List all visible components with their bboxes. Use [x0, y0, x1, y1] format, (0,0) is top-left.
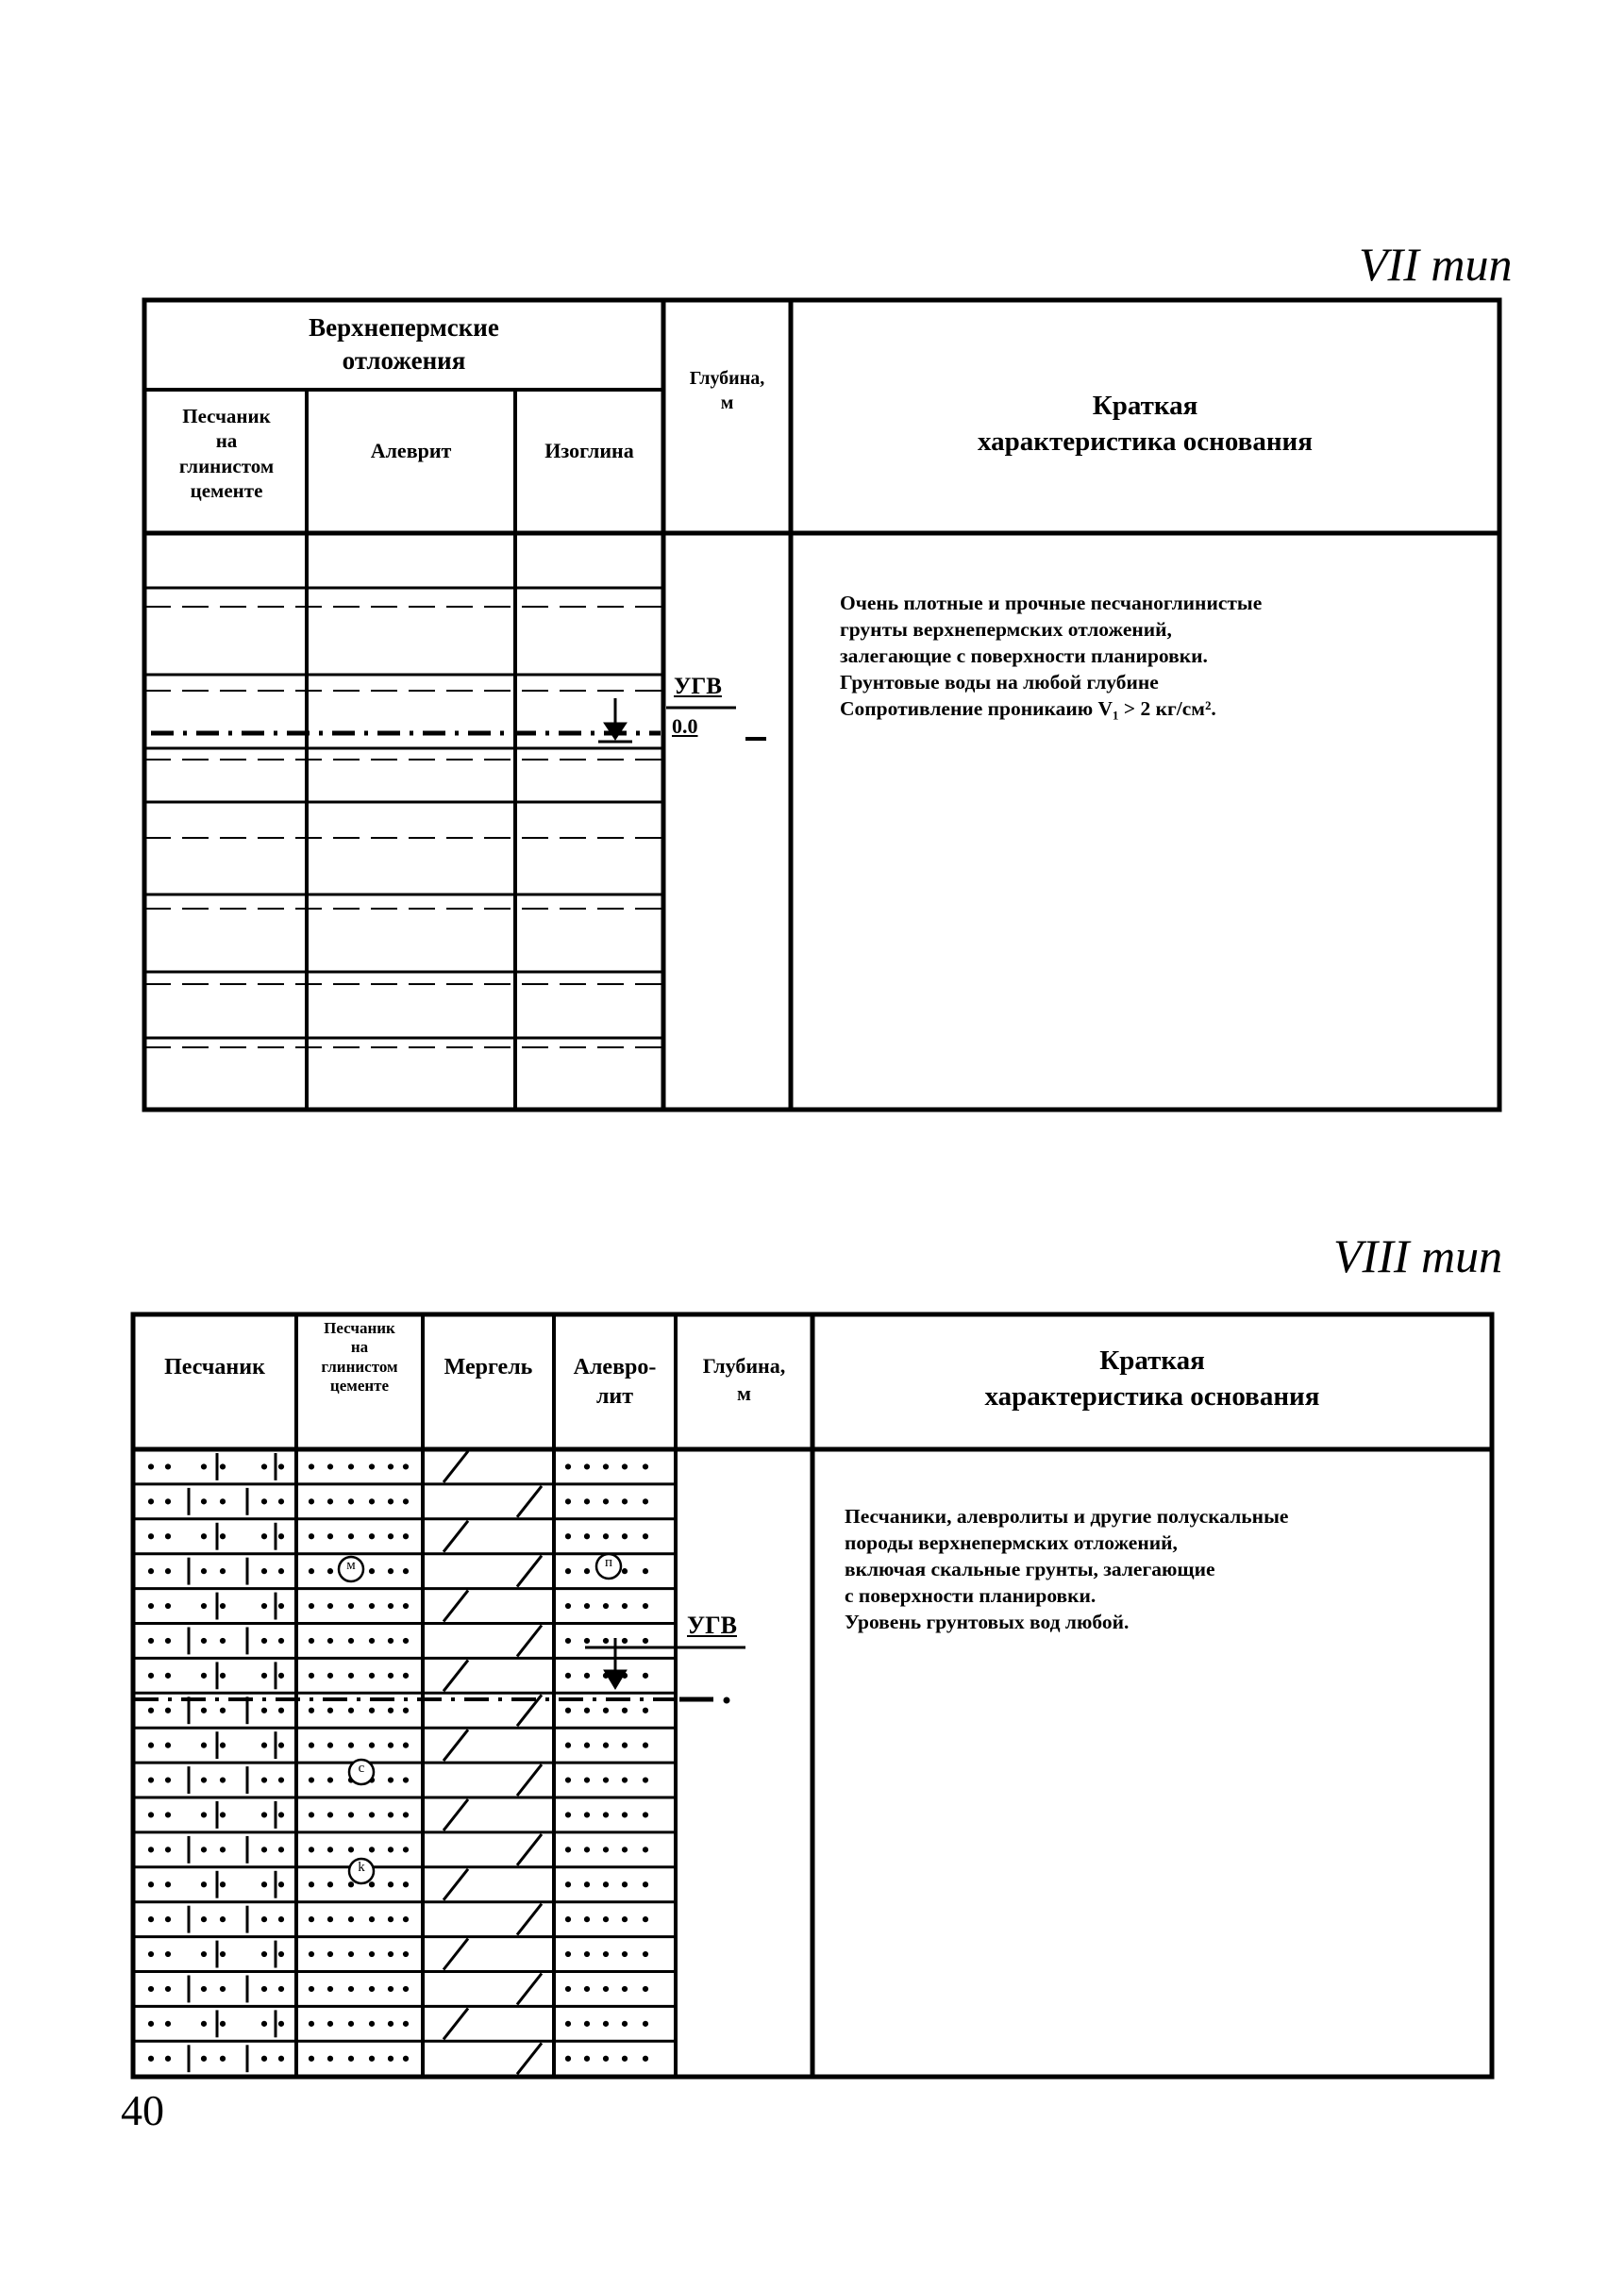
- t7-description: Очень плотные и прочные песчаноглинистые грунты верхнепермских отложений, залегающие с поверхности планировки. Грунтовые воды на любой глубине Сопротивление проникаию V₁ > 2 кг/см².: [840, 592, 1263, 720]
- t7-depth-header: Глубина, м: [689, 368, 765, 413]
- t7-col-sandstone-clay: Песчаник на глинистом цементе: [178, 405, 275, 502]
- type-7-label: VII тип: [1359, 238, 1513, 291]
- t8-col-sandstone: Песчаник: [164, 1355, 265, 1379]
- t7-col-isoclay: Изоглина: [544, 439, 634, 462]
- t8-col-sandstone-clay: Песчаник на глинистом цементе: [321, 1319, 398, 1396]
- t7-ugv-value: 0.0: [672, 714, 698, 738]
- t8-desc-header: Краткая характеристика основания: [984, 1346, 1320, 1412]
- t7-ugv-label: УГВ: [674, 674, 722, 699]
- t8-ugv-label: УГВ: [687, 1612, 737, 1639]
- type-8-label: VIII тип: [1333, 1229, 1503, 1282]
- t7-col-aleurite: Алеврит: [370, 439, 452, 462]
- t8-description: Песчаники, алевролиты и другие полускальные породы верхнепермских отложений, включая скальные грунты, залегающие с поверхности планировки. Уровень грунтовых вод любой.: [845, 1505, 1289, 1633]
- t8-col-aleurolite: Алевро- лит: [573, 1355, 657, 1410]
- marker-m: м: [346, 1558, 356, 1573]
- page-number: 40: [121, 2086, 164, 2134]
- marker-p: п: [604, 1555, 613, 1570]
- marker-c: с: [358, 1761, 365, 1776]
- t8-col-marl: Мергель: [444, 1355, 533, 1379]
- marker-k: k: [358, 1860, 365, 1875]
- t7-desc-header: Краткая характеристика основания: [978, 391, 1313, 457]
- t8-depth-header: Глубина, м: [702, 1354, 786, 1405]
- t7-group-header: Верхнепермские отложения: [309, 313, 499, 376]
